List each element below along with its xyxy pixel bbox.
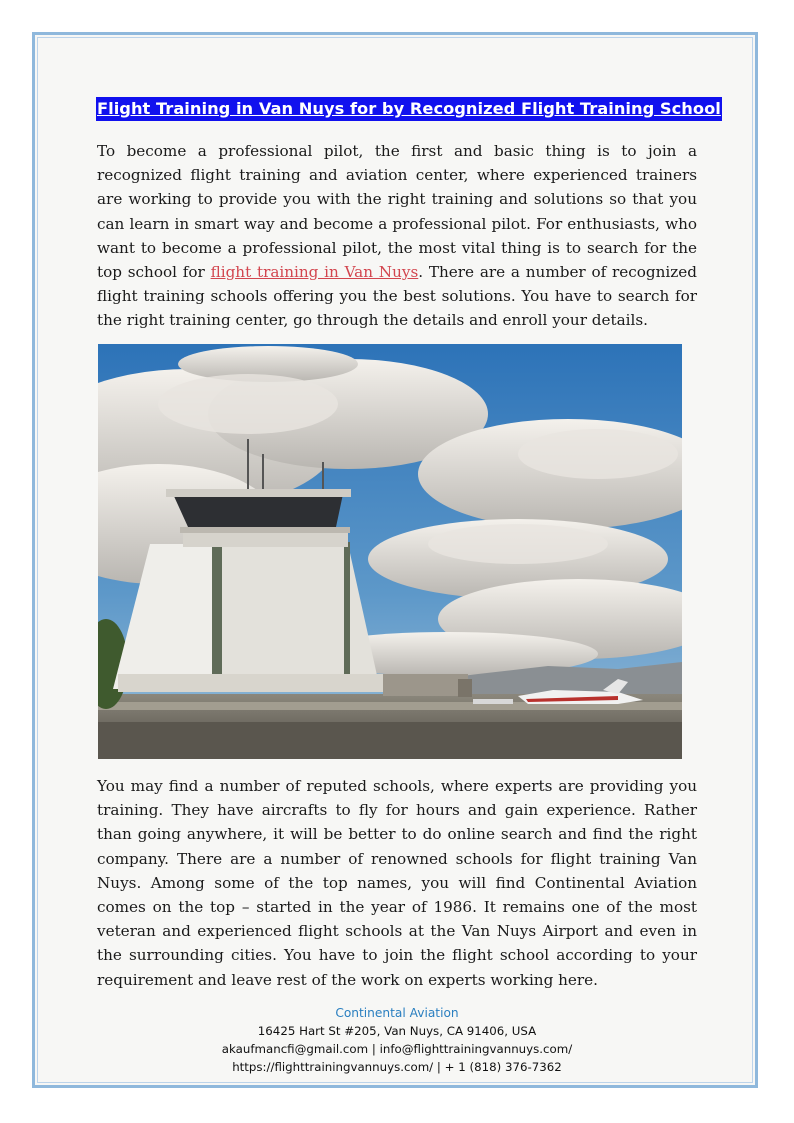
footer-company: Continental Aviation xyxy=(335,1006,459,1020)
footer-emails[interactable]: akaufmancfi@gmail.com | info@flighttrainingvannuys.com/ xyxy=(221,1042,573,1056)
footer xyxy=(0,1004,794,1076)
control-tower-photo xyxy=(98,344,682,759)
intro-text-after-link: . There are a number of recognized flight training schools offering you the best solutions. You have to search for the right training center, go through the details and enroll your details. xyxy=(97,263,698,330)
intro-paragraph xyxy=(97,139,697,333)
footer-website-phone[interactable]: https://flighttrainingvannuys.com/ | + 1 (818) 376-7362 xyxy=(232,1060,562,1074)
second-paragraph: You may find a number of reputed schools, where experts are providing you training. They have aircrafts to fly for hours and gain experience. Rather than going anywhere, it will be better to do online search and find the right company. There are a number of renowned schools for flight training Van Nuys. Among some of the top names, you will find Continental Aviation comes on the top – started in the year of 1986. It remains one of the most veteran and experienced flight schools at the Van Nuys Airport and even in the surrounding cities. You have to join the flight school according to your requirement and leave rest of the work on experts working here. xyxy=(97,777,697,989)
flight-training-link[interactable]: flight training in Van Nuys xyxy=(210,263,419,282)
page-title: Flight Training in Van Nuys for by Recognized Flight Training School xyxy=(96,97,722,121)
footer-address: 16425 Hart St #205, Van Nuys, CA 91406, USA xyxy=(257,1024,537,1038)
intro-text-before-link: To become a professional pilot, the first and basic thing is to join a recognized flight training and aviation center, where experienced trainers are working to provide you with the right training and solutions so that you can learn in smart way and become a professional pilot. For enthusiasts, who want to become a professional pilot, the most vital thing is to search for the top school for xyxy=(97,142,697,282)
